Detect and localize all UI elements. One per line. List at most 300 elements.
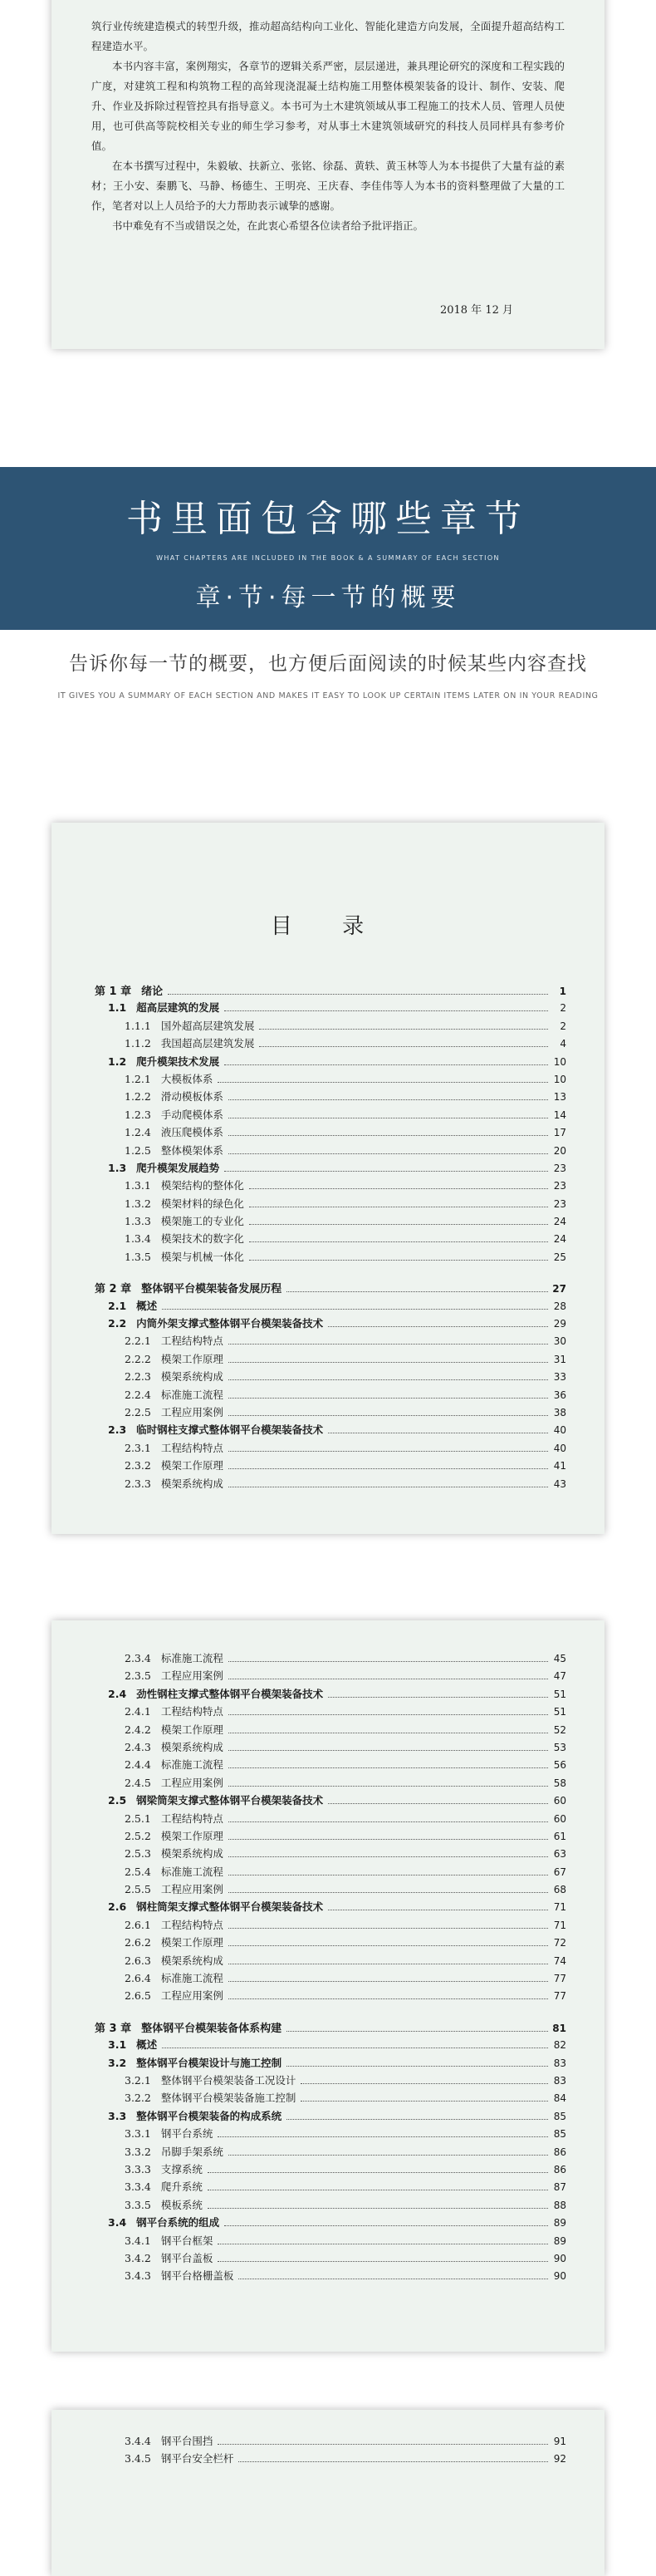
toc-leader-dots bbox=[301, 2101, 548, 2102]
toc-entry-title: 支撑系统 bbox=[160, 2162, 203, 2175]
toc-entry bbox=[95, 2233, 566, 2250]
toc-entry-title: 国外超高层建筑发展 bbox=[160, 1019, 255, 1032]
toc-entry bbox=[95, 1988, 566, 2005]
toc-entry-number: 1.3.5 bbox=[125, 1250, 151, 1263]
toc-entry-number: 3.1 bbox=[108, 2038, 127, 2052]
toc-entry bbox=[95, 1881, 566, 1899]
preface-page bbox=[51, 0, 605, 349]
toc-entry-title: 模架与机械一体化 bbox=[160, 1250, 244, 1263]
toc-entry-number: 3.2.2 bbox=[125, 2092, 151, 2105]
toc-entry-page: 60 bbox=[553, 1812, 566, 1825]
toc-entry-title: 绪论 bbox=[141, 986, 164, 998]
toc-entry-number: 2.2.2 bbox=[125, 1352, 151, 1365]
toc-entry-page: 43 bbox=[553, 1477, 566, 1490]
toc-entry-title: 工程应用案例 bbox=[160, 1883, 223, 1896]
toc-entry-title: 整体钢平台模架装备工况设计 bbox=[160, 2073, 296, 2087]
toc-entry-page: 1 bbox=[559, 986, 566, 997]
toc-entry bbox=[95, 2037, 566, 2054]
toc-leader-dots bbox=[328, 1326, 548, 1327]
toc-list bbox=[95, 2433, 566, 2469]
toc-entry-page: 87 bbox=[553, 2181, 566, 2194]
toc-list bbox=[95, 982, 566, 1493]
toc-entry-title: 大模板体系 bbox=[160, 1072, 213, 1085]
preface-paragraph: 本书内容丰富，案例翔实，各章节的逻辑关系严密，层层递进，兼具理论研究的深度和工程实践的广度，对建筑工程和构筑物工程的高耸现浇混凝土结构施工用整体模架装备的设计、制作、安装、爬升、作业及拆除过程管控具有指导意义。本书可为土木建筑领域从事工程施工的技术人员、管理人员使用，也可供高等院校相关专业的师生学习参考，对从事土木建筑领域研究的科技人员同样具有参考价值。 bbox=[91, 60, 565, 152]
toc-entry-title: 超高层建筑的发展 bbox=[136, 1001, 220, 1015]
toc-entry-title: 整体钢平台模架装备的构成系统 bbox=[136, 2109, 282, 2122]
toc-leader-dots bbox=[224, 1010, 548, 1011]
toc-entry-title: 标准施工流程 bbox=[160, 1972, 223, 1985]
toc-entry-page: 45 bbox=[553, 1653, 566, 1664]
toc-entry-page: 13 bbox=[553, 1091, 566, 1104]
toc-entry-title: 临时钢柱支撑式整体钢平台模架装备技术 bbox=[136, 1423, 324, 1437]
toc-entry bbox=[95, 1404, 566, 1422]
toc-entry-title: 标准施工流程 bbox=[160, 1652, 223, 1664]
toc-entry-page: 24 bbox=[553, 1216, 566, 1228]
toc-entry-title: 钢平台框架 bbox=[160, 2234, 213, 2247]
toc-leader-dots bbox=[286, 2031, 548, 2032]
toc-entry bbox=[95, 2215, 566, 2232]
toc-entry bbox=[95, 1934, 566, 1952]
toc-entry-title: 模板系统 bbox=[160, 2198, 203, 2211]
toc-entry-number: 2.4.2 bbox=[125, 1723, 151, 1736]
toc-entry-number: 1.3 bbox=[108, 1161, 127, 1174]
toc-entry-page: 83 bbox=[553, 2057, 566, 2069]
toc-entry-title: 整体钢平台模架装备体系构建 bbox=[141, 2022, 282, 2035]
toc-leader-dots bbox=[228, 1099, 548, 1100]
toc-leader-dots bbox=[228, 1839, 548, 1840]
toc-entry-title: 爬升模架发展趋势 bbox=[136, 1161, 220, 1174]
toc-entry-page: 47 bbox=[553, 1670, 566, 1683]
toc-entry-number: 3.3.2 bbox=[125, 2145, 151, 2158]
toc-entry-number: 3.4.4 bbox=[125, 2435, 151, 2447]
toc-entry bbox=[95, 1280, 566, 1297]
toc-entry-title: 钢平台格栅盖板 bbox=[160, 2269, 234, 2283]
toc-leader-dots bbox=[228, 1415, 548, 1416]
toc-entry-number: 2.3.5 bbox=[125, 1669, 151, 1683]
toc-entry bbox=[95, 1160, 566, 1177]
toc-entry-page: 24 bbox=[553, 1233, 566, 1246]
toc-entry bbox=[95, 1369, 566, 1386]
toc-title: 目 录 bbox=[270, 914, 386, 939]
toc-leader-dots bbox=[224, 2225, 548, 2226]
toc-entry bbox=[95, 1089, 566, 1106]
toc-entry bbox=[95, 2250, 566, 2268]
toc-entry-number: 2.5.4 bbox=[125, 1865, 151, 1878]
banner-subtitle: 章·节·每一节的概要 bbox=[195, 583, 461, 612]
toc-entry-page: 81 bbox=[552, 2022, 566, 2034]
toc-entry-number: 1.2.1 bbox=[125, 1072, 151, 1085]
toc-leader-dots bbox=[224, 1064, 548, 1065]
toc-entry-page: 31 bbox=[553, 1353, 566, 1365]
toc-entry-title: 整体钢平台模架装备施工控制 bbox=[160, 2092, 296, 2105]
toc-leader-dots bbox=[228, 1856, 548, 1857]
toc-entry-page: 33 bbox=[553, 1371, 566, 1384]
toc-entry-title: 模架系统构成 bbox=[160, 1954, 223, 1967]
toc-entry-page: 23 bbox=[553, 1180, 566, 1192]
toc-entry-number: 2.2.1 bbox=[125, 1335, 151, 1348]
toc-entry-page: 82 bbox=[553, 2039, 566, 2052]
toc-entry-page: 83 bbox=[553, 2074, 566, 2087]
toc-entry-page: 61 bbox=[553, 1830, 566, 1842]
toc-leader-dots bbox=[228, 1945, 548, 1946]
toc-entry-title: 工程结构特点 bbox=[160, 1812, 223, 1825]
toc-entry-page: 29 bbox=[553, 1318, 566, 1330]
toc-entry-title: 工程应用案例 bbox=[160, 1989, 223, 2003]
toc-entry bbox=[95, 1757, 566, 1774]
toc-entry bbox=[95, 2433, 566, 2451]
toc-leader-dots bbox=[228, 1998, 548, 1999]
toc-entry bbox=[95, 1846, 566, 1863]
toc-entry bbox=[95, 1213, 566, 1231]
toc-entry-page: 71 bbox=[553, 1901, 566, 1914]
toc-entry-page: 86 bbox=[553, 2146, 566, 2158]
toc-entry-number: 3.4.1 bbox=[125, 2234, 151, 2247]
toc-entry-title: 标准施工流程 bbox=[160, 1758, 223, 1772]
toc-leader-dots bbox=[162, 1309, 548, 1310]
toc-entry-page: 10 bbox=[553, 1073, 566, 1085]
toc-entry-page: 52 bbox=[553, 1723, 566, 1736]
toc-leader-dots bbox=[228, 1153, 548, 1154]
toc-entry-page: 41 bbox=[553, 1460, 566, 1472]
toc-entry-number: 2.4 bbox=[108, 1687, 127, 1700]
toc-entry-page: 90 bbox=[553, 2252, 566, 2264]
toc-entry-number: 2.4.5 bbox=[125, 1776, 151, 1789]
toc-leader-dots bbox=[301, 2083, 548, 2084]
toc-entry-number: 3.2.1 bbox=[125, 2073, 151, 2087]
toc-entry-page: 72 bbox=[553, 1937, 566, 1949]
toc-entry-number: 2.2.4 bbox=[125, 1388, 151, 1401]
toc-entry-number: 3.4.2 bbox=[125, 2251, 151, 2264]
toc-entry-number: 2.6.3 bbox=[125, 1954, 151, 1967]
toc-entry-title: 模架工作原理 bbox=[160, 1352, 223, 1365]
toc-entry-number: 3.4.5 bbox=[125, 2452, 151, 2465]
toc-entry-title: 爬升系统 bbox=[160, 2180, 203, 2194]
toc-page-1 bbox=[51, 823, 605, 1534]
toc-entry bbox=[95, 1440, 566, 1458]
banner-english-caption: WHAT CHAPTERS ARE INCLUDED IN THE BOOK & A SUMMARY OF EACH SECTION bbox=[156, 554, 500, 562]
toc-entry bbox=[95, 1333, 566, 1350]
toc-entry bbox=[95, 1792, 566, 1810]
toc-entry-title: 内筒外架支撑式整体钢平台模架装备技术 bbox=[136, 1317, 324, 1330]
toc-entry-title: 工程结构特点 bbox=[160, 1441, 223, 1454]
toc-leader-dots bbox=[218, 1082, 548, 1083]
toc-entry-title: 整体模架体系 bbox=[160, 1143, 223, 1157]
toc-entry-number: 1.3.4 bbox=[125, 1232, 151, 1246]
toc-entry-number: 2.5.3 bbox=[125, 1847, 151, 1861]
toc-entry-number: 3.4 bbox=[108, 2216, 127, 2229]
toc-entry-page: 4 bbox=[560, 1038, 566, 1050]
toc-entry bbox=[95, 2268, 566, 2285]
toc-entry-page: 53 bbox=[553, 1741, 566, 1753]
toc-entry-page: 40 bbox=[553, 1424, 566, 1437]
toc-entry-number: 1.3.3 bbox=[125, 1215, 151, 1228]
toc-leader-dots bbox=[249, 1224, 548, 1225]
toc-entry bbox=[95, 1864, 566, 1881]
toc-entry bbox=[95, 2090, 566, 2107]
toc-leader-dots bbox=[208, 2208, 548, 2209]
toc-entry-number: 2.3.4 bbox=[125, 1652, 151, 1664]
toc-entry-number: 1.2.5 bbox=[125, 1143, 151, 1157]
toc-entry-page: 56 bbox=[553, 1759, 566, 1772]
toc-leader-dots bbox=[218, 2444, 548, 2445]
toc-entry bbox=[95, 1422, 566, 1439]
toc-entry-page: 2 bbox=[560, 1020, 566, 1032]
toc-entry-number: 1.3.2 bbox=[125, 1197, 151, 1210]
toc-entry-number: 1.2.2 bbox=[125, 1090, 151, 1104]
toc-leader-dots bbox=[228, 1661, 548, 1662]
toc-entry-number: 2.4.1 bbox=[125, 1705, 151, 1718]
toc-entry-number: 1.3.1 bbox=[125, 1179, 151, 1192]
toc-entry bbox=[95, 1970, 566, 1988]
toc-leader-dots bbox=[228, 1135, 548, 1136]
toc-entry bbox=[95, 1953, 566, 1970]
toc-entry bbox=[95, 2055, 566, 2072]
toc-entry-number: 2.5 bbox=[108, 1794, 127, 1807]
toc-entry-number: 3.3.4 bbox=[125, 2180, 151, 2194]
toc-entry-title: 工程结构特点 bbox=[160, 1705, 223, 1718]
toc-entry-page: 71 bbox=[553, 1919, 566, 1931]
toc-entry-title: 液压爬模体系 bbox=[160, 1126, 223, 1139]
toc-entry-number: 2.6.4 bbox=[125, 1972, 151, 1985]
toc-entry-number: 2.3 bbox=[108, 1423, 127, 1437]
toc-entry-number: 1.2.3 bbox=[125, 1108, 151, 1121]
toc-entry bbox=[95, 1899, 566, 1916]
toc-entry-page: 86 bbox=[553, 2163, 566, 2175]
toc-entry bbox=[95, 1143, 566, 1160]
toc-leader-dots bbox=[228, 1714, 548, 1715]
toc-entry-title: 概述 bbox=[136, 1299, 158, 1312]
toc-entry bbox=[95, 1917, 566, 1934]
toc-entry bbox=[95, 2179, 566, 2196]
toc-leader-dots bbox=[228, 2155, 548, 2156]
toc-entry-title: 模架工作原理 bbox=[160, 1723, 223, 1736]
toc-entry bbox=[95, 1828, 566, 1846]
tagline: 告诉你每一节的概要，也方便后面阅读的时候某些内容查找 bbox=[69, 653, 587, 675]
toc-entry-title: 模架系统构成 bbox=[160, 1847, 223, 1861]
toc-entry-page: 23 bbox=[553, 1197, 566, 1210]
toc-entry bbox=[95, 1476, 566, 1493]
toc-entry-number: 2.2 bbox=[108, 1317, 127, 1330]
toc-entry-number: 2.1 bbox=[108, 1299, 127, 1312]
toc-entry-title: 工程结构特点 bbox=[160, 1918, 223, 1931]
toc-leader-dots bbox=[286, 2066, 548, 2067]
toc-leader-dots bbox=[228, 1344, 548, 1345]
toc-entry-title: 钢柱筒架支撑式整体钢平台模架装备技术 bbox=[136, 1900, 324, 1914]
toc-entry bbox=[95, 1703, 566, 1721]
toc-entry bbox=[95, 1298, 566, 1315]
toc-entry-page: 85 bbox=[553, 2110, 566, 2122]
toc-entry-page: 10 bbox=[553, 1055, 566, 1068]
toc-entry-number: 第 3 章 bbox=[95, 2022, 132, 2035]
toc-entry-title: 工程应用案例 bbox=[160, 1405, 223, 1418]
toc-entry-title: 钢平台系统的组成 bbox=[136, 2216, 220, 2229]
toc-leader-dots bbox=[228, 1362, 548, 1363]
toc-entry-title: 整体钢平台模架设计与施工控制 bbox=[136, 2056, 282, 2069]
toc-entry-title: 模架工作原理 bbox=[160, 1829, 223, 1842]
toc-entry-title: 模架材料的绿色化 bbox=[160, 1197, 244, 1210]
toc-entry-number: 1.2.4 bbox=[125, 1126, 151, 1139]
toc-entry-page: 88 bbox=[553, 2199, 566, 2211]
toc-entry-title: 钢平台围挡 bbox=[160, 2435, 213, 2447]
toc-leader-dots bbox=[228, 1892, 548, 1893]
toc-entry-page: 77 bbox=[553, 1973, 566, 1985]
toc-leader-dots bbox=[228, 1928, 548, 1929]
toc-entry-page: 27 bbox=[552, 1283, 566, 1295]
toc-entry-title: 模架系统构成 bbox=[160, 1370, 223, 1384]
toc-entry bbox=[95, 1315, 566, 1333]
toc-entry-number: 2.3.3 bbox=[125, 1477, 151, 1490]
toc-entry bbox=[95, 1458, 566, 1475]
toc-entry-number: 1.1.2 bbox=[125, 1037, 151, 1050]
toc-leader-dots bbox=[286, 1291, 548, 1292]
toc-leader-dots bbox=[228, 1821, 548, 1822]
toc-entry bbox=[95, 1000, 566, 1017]
tagline-english: IT GIVES YOU A SUMMARY OF EACH SECTION AND MAKES IT EASY TO LOOK UP CERTAIN ITEMS LATER ON IN YOUR READING bbox=[57, 691, 599, 701]
toc-entry bbox=[95, 2072, 566, 2090]
toc-entry-number: 2.5.1 bbox=[125, 1812, 151, 1825]
toc-entry-page: 25 bbox=[553, 1251, 566, 1263]
toc-leader-dots bbox=[249, 1241, 548, 1242]
toc-leader-dots bbox=[249, 1260, 548, 1261]
preface-paragraph: 筑行业传统建造模式的转型升级，推动超高结构向工业化、智能化建造方向发展，全面提升超高结构工程建造水平。 bbox=[91, 20, 565, 52]
toc-entry-page: 60 bbox=[553, 1795, 566, 1807]
toc-entry-page: 84 bbox=[553, 2092, 566, 2105]
toc-entry bbox=[95, 1668, 566, 1685]
toc-entry bbox=[95, 1775, 566, 1792]
toc-entry-page: 17 bbox=[553, 1127, 566, 1139]
toc-entry-number: 3.3 bbox=[108, 2109, 127, 2122]
toc-entry bbox=[95, 1351, 566, 1369]
toc-leader-dots bbox=[228, 1981, 548, 1982]
toc-entry-title: 爬升模架技术发展 bbox=[136, 1054, 220, 1068]
toc-entry bbox=[95, 1035, 566, 1053]
toc-leader-dots bbox=[218, 2136, 548, 2137]
toc-entry bbox=[95, 2126, 566, 2143]
toc-entry-page: 28 bbox=[553, 1300, 566, 1312]
toc-entry-number: 2.4.4 bbox=[125, 1758, 151, 1772]
toc-entry-number: 3.3.3 bbox=[125, 2162, 151, 2175]
toc-entry bbox=[95, 2451, 566, 2468]
toc-entry-page: 89 bbox=[553, 2234, 566, 2247]
chapters-banner bbox=[0, 467, 656, 630]
toc-entry-number: 2.4.3 bbox=[125, 1740, 151, 1753]
toc-entry-number: 2.5.5 bbox=[125, 1883, 151, 1896]
toc-entry-number: 2.2.3 bbox=[125, 1370, 151, 1384]
toc-entry-number: 2.5.2 bbox=[125, 1829, 151, 1842]
toc-leader-dots bbox=[168, 994, 548, 995]
toc-entry-title: 概述 bbox=[136, 2038, 158, 2052]
toc-entry bbox=[95, 1018, 566, 1035]
toc-entry-number: 2.6.2 bbox=[125, 1936, 151, 1949]
toc-entry-title: 工程应用案例 bbox=[160, 1776, 223, 1789]
toc-entry bbox=[95, 1054, 566, 1071]
toc-entry-title: 模架系统构成 bbox=[160, 1740, 223, 1753]
toc-entry-page: 51 bbox=[553, 1688, 566, 1700]
toc-leader-dots bbox=[259, 1029, 548, 1030]
toc-entry-page: 74 bbox=[553, 1954, 566, 1967]
toc-entry-page: 92 bbox=[553, 2453, 566, 2465]
toc-entry-title: 模架结构的整体化 bbox=[160, 1179, 244, 1192]
preface-paragraph: 在本书撰写过程中，朱毅敏、扶新立、张铭、徐磊、黄轶、黄玉林等人为本书提供了大量有益的素材；王小安、秦鹏飞、马静、杨德生、王明亮、王庆春、李佳伟等人为本书的资料整理做了大量的工作，笔者对以上人员给予的大力帮助表示诚挚的感谢。 bbox=[91, 160, 565, 212]
toc-entry-page: 91 bbox=[553, 2436, 566, 2447]
toc-entry-title: 工程应用案例 bbox=[160, 1669, 223, 1683]
toc-entry-page: 40 bbox=[553, 1442, 566, 1454]
toc-entry-number: 1.1.1 bbox=[125, 1019, 151, 1032]
toc-entry-number: 2.6.1 bbox=[125, 1918, 151, 1931]
toc-entry-page: 89 bbox=[553, 2217, 566, 2229]
toc-entry-title: 整体钢平台模架装备发展历程 bbox=[141, 1283, 282, 1296]
toc-entry-title: 标准施工流程 bbox=[160, 1865, 223, 1878]
toc-entry bbox=[95, 1686, 566, 1703]
toc-entry-number: 2.6 bbox=[108, 1900, 127, 1914]
toc-entry bbox=[95, 2019, 566, 2037]
toc-leader-dots bbox=[238, 2461, 548, 2462]
toc-entry bbox=[95, 1722, 566, 1739]
toc-entry bbox=[95, 1231, 566, 1248]
toc-leader-dots bbox=[228, 1451, 548, 1452]
toc-entry-page: 67 bbox=[553, 1866, 566, 1878]
toc-entry-number: 2.2.5 bbox=[125, 1405, 151, 1418]
toc-entry-number: 3.2 bbox=[108, 2056, 127, 2069]
toc-entry-page: 51 bbox=[553, 1706, 566, 1718]
toc-leader-dots bbox=[228, 1468, 548, 1469]
toc-entry bbox=[95, 1177, 566, 1195]
toc-leader-dots bbox=[218, 2261, 548, 2262]
toc-entry-number: 2.3.2 bbox=[125, 1459, 151, 1472]
toc-leader-dots bbox=[228, 1767, 548, 1768]
toc-entry-page: 30 bbox=[553, 1335, 566, 1348]
toc-entry-page: 38 bbox=[553, 1406, 566, 1418]
toc-entry-title: 钢平台系统 bbox=[160, 2127, 213, 2141]
toc-leader-dots bbox=[228, 1750, 548, 1751]
toc-entry-page: 77 bbox=[553, 1990, 566, 2003]
toc-entry bbox=[95, 1387, 566, 1404]
toc-entry bbox=[95, 1107, 566, 1124]
toc-entry-title: 滑动模板体系 bbox=[160, 1090, 223, 1104]
toc-entry-title: 钢平台安全栏杆 bbox=[160, 2452, 234, 2465]
toc-entry bbox=[95, 2197, 566, 2215]
toc-entry-number: 2.6.5 bbox=[125, 1989, 151, 2003]
toc-entry-title: 钢平台盖板 bbox=[160, 2251, 213, 2264]
toc-entry bbox=[95, 1739, 566, 1757]
preface-date: 2018 年 12 月 bbox=[439, 304, 513, 317]
toc-entry-number: 第 2 章 bbox=[95, 1283, 132, 1296]
toc-entry-title: 模架技术的数字化 bbox=[160, 1232, 244, 1246]
toc-entry-title: 我国超高层建筑发展 bbox=[160, 1037, 255, 1050]
banner-title: 书里面包含哪些章节 bbox=[126, 498, 530, 540]
toc-entry-title: 模架系统构成 bbox=[160, 1477, 223, 1490]
toc-leader-dots bbox=[328, 1697, 548, 1698]
toc-entry-page: 2 bbox=[560, 1002, 566, 1015]
toc-entry-number: 3.3.5 bbox=[125, 2198, 151, 2211]
toc-page-2 bbox=[51, 1620, 605, 2352]
toc-entry bbox=[95, 1124, 566, 1142]
toc-entry-page: 58 bbox=[553, 1777, 566, 1789]
toc-entry-number: 1.2 bbox=[108, 1054, 127, 1068]
toc-entry-title: 工程结构特点 bbox=[160, 1335, 223, 1348]
toc-entry bbox=[95, 1249, 566, 1266]
toc-entry-page: 14 bbox=[553, 1109, 566, 1121]
toc-leader-dots bbox=[328, 1803, 548, 1804]
toc-leader-dots bbox=[208, 2172, 548, 2173]
toc-entry-number: 2.3.1 bbox=[125, 1441, 151, 1454]
toc-entry-number: 3.4.3 bbox=[125, 2269, 151, 2283]
toc-leader-dots bbox=[224, 1171, 548, 1172]
toc-entry bbox=[95, 2108, 566, 2126]
toc-entry bbox=[95, 2144, 566, 2161]
toc-entry bbox=[95, 2161, 566, 2179]
toc-entry-page: 36 bbox=[553, 1389, 566, 1401]
